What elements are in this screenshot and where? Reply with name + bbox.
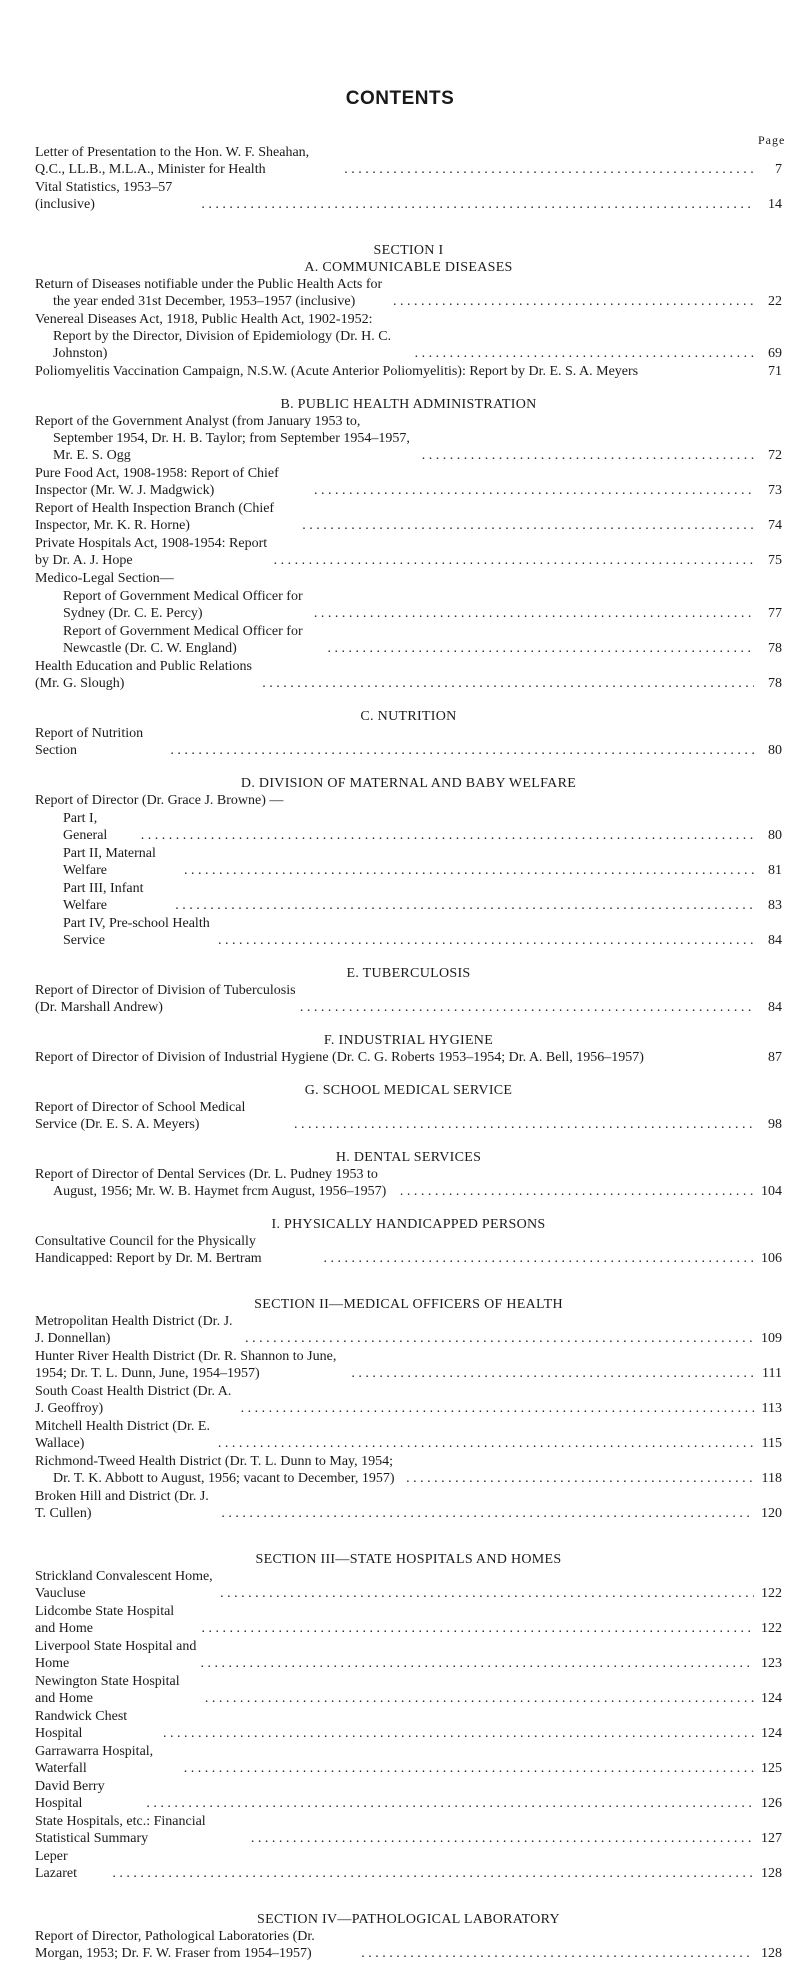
leader-dots bbox=[184, 1760, 754, 1777]
subsection-heading: E. TUBERCULOSIS bbox=[346, 966, 471, 981]
toc-entry bbox=[35, 500, 782, 534]
subsection-heading: A. COMMUNICABLE DISEASES bbox=[304, 260, 513, 275]
toc-entry bbox=[35, 1778, 782, 1812]
leader-dots bbox=[112, 1865, 754, 1882]
leader-dots bbox=[251, 1830, 754, 1847]
leader-dots bbox=[406, 1470, 754, 1487]
toc-entry bbox=[35, 1743, 782, 1777]
toc-entry bbox=[35, 363, 782, 380]
toc-entry bbox=[35, 1638, 782, 1672]
toc-entry-page: 78 bbox=[768, 641, 782, 656]
leader-dots bbox=[302, 517, 754, 534]
leader-dots bbox=[314, 605, 754, 622]
leader-dots bbox=[170, 742, 754, 759]
toc-entry bbox=[35, 845, 782, 879]
toc-entry-label: Report of Director of Division of Tuberculosis (Dr. Marshall Andrew) bbox=[35, 983, 296, 1015]
toc-entry bbox=[35, 1813, 782, 1847]
toc-entry-label: Richmond-Tweed Health District (Dr. T. L. Dunn to May, 1954; Dr. T. K. Abbott to August, 1956; vacant to December, 1957) bbox=[35, 1454, 395, 1486]
toc-entry-label: Leper Lazaret bbox=[35, 1849, 77, 1881]
section-heading: SECTION I bbox=[373, 243, 444, 258]
toc-entry-label: State Hospitals, etc.: Financial Statistical Summary bbox=[35, 1814, 206, 1846]
toc-entry bbox=[35, 1099, 782, 1133]
toc-entry-label: Return of Diseases notifiable under the Public Health Acts for the year ended 31st December, 1953–1957 (inclusive) bbox=[35, 277, 383, 309]
toc-entry-label: Report of Director of Dental Services (Dr. L. Pudney 1953 to August, 1956; Mr. W. B. Haymet frcm August, 1956–1957) bbox=[35, 1167, 387, 1199]
page-column-header: Page bbox=[758, 133, 786, 147]
toc-entry-page: 118 bbox=[761, 1471, 782, 1486]
leader-dots bbox=[274, 552, 754, 569]
leader-dots bbox=[422, 447, 754, 464]
leader-dots bbox=[201, 196, 754, 213]
leader-dots bbox=[241, 1400, 754, 1417]
toc-entry-label: Strickland Convalescent Home, Vaucluse bbox=[35, 1569, 213, 1601]
subsection-heading: B. PUBLIC HEALTH ADMINISTRATION bbox=[280, 397, 537, 412]
toc-entry-page: 128 bbox=[761, 1946, 782, 1961]
toc-entry-label: Report of Director of School Medical Service (Dr. E. S. A. Meyers) bbox=[35, 1100, 246, 1132]
toc-entry-label: Metropolitan Health District (Dr. J. J. Donnellan) bbox=[35, 1314, 233, 1346]
leader-dots bbox=[351, 1365, 754, 1382]
toc-entry-label: Consultative Council for the Physically Handicapped: Report by Dr. M. Bertram bbox=[35, 1234, 262, 1266]
page-title: CONTENTS bbox=[345, 88, 455, 109]
leader-dots bbox=[361, 1945, 754, 1962]
leader-dots bbox=[163, 1725, 754, 1742]
toc-entry bbox=[35, 725, 782, 759]
subsection-heading: F. INDUSTRIAL HYGIENE bbox=[323, 1033, 494, 1048]
toc-entry-label: Venereal Diseases Act, 1918, Public Health Act, 1902-1952: Report by the Director, Division of Epidemiology (Dr. H. C. Johnston) bbox=[35, 312, 392, 361]
toc-entry-label: Part II, Maternal Welfare bbox=[63, 846, 156, 878]
toc-entry-page: 69 bbox=[768, 346, 782, 361]
toc-entry-page: 87 bbox=[768, 1050, 782, 1065]
leader-dots bbox=[220, 1585, 754, 1602]
toc-entry-label: David Berry Hospital bbox=[35, 1779, 105, 1811]
toc-entry-page: 124 bbox=[761, 1726, 782, 1741]
subsection-heading: H. DENTAL SERVICES bbox=[335, 1150, 482, 1165]
toc-entry-page: 128 bbox=[761, 1866, 782, 1881]
toc-entry bbox=[35, 276, 782, 310]
leader-dots bbox=[415, 345, 754, 362]
toc-entry-page: 78 bbox=[768, 676, 782, 691]
toc-entry-page: 77 bbox=[768, 606, 782, 621]
toc-entry-page: 74 bbox=[768, 518, 782, 533]
toc-entry-label: Poliomyelitis Vaccination Campaign, N.S.W. (Acute Anterior Poliomyelitis): Report by Dr. E. S. A. Meyers bbox=[35, 364, 639, 379]
toc-entry-label: Garrawarra Hospital, Waterfall bbox=[35, 1744, 154, 1776]
leader-dots bbox=[314, 482, 754, 499]
toc-entry-label: Randwick Chest Hospital bbox=[35, 1709, 128, 1741]
toc-entry-page: 111 bbox=[762, 1366, 782, 1381]
toc-entry-label: Hunter River Health District (Dr. R. Shannon to June, 1954; Dr. T. L. Dunn, June, 1954–1957) bbox=[35, 1349, 337, 1381]
section-heading: SECTION III—STATE HOSPITALS AND HOMES bbox=[255, 1552, 562, 1567]
section-heading: SECTION IV—PATHOLOGICAL LABORATORY bbox=[257, 1912, 560, 1927]
leader-dots bbox=[400, 1183, 754, 1200]
toc-entry-page: 122 bbox=[761, 1586, 782, 1601]
toc-entry bbox=[35, 982, 782, 1016]
leader-dots bbox=[146, 1795, 754, 1812]
toc-entry-page: 124 bbox=[761, 1691, 782, 1706]
toc-entry-page: 109 bbox=[761, 1331, 782, 1346]
toc-entry-label: Part IV, Pre-school Health Service bbox=[63, 916, 210, 948]
toc-entry-label: Health Education and Public Relations (Mr. G. Slough) bbox=[35, 659, 252, 691]
toc-entry bbox=[35, 792, 782, 809]
leader-dots bbox=[262, 675, 754, 692]
toc-entry-page: 127 bbox=[761, 1831, 782, 1846]
toc-entry bbox=[35, 588, 782, 622]
leader-dots bbox=[141, 827, 754, 844]
toc-entry-page: 125 bbox=[761, 1761, 782, 1776]
toc-entry bbox=[35, 144, 782, 178]
toc-entry bbox=[35, 535, 782, 569]
toc-entry-page: 123 bbox=[761, 1656, 782, 1671]
toc-entry-label: Liverpool State Hospital and Home bbox=[35, 1639, 197, 1671]
toc-entry-label: Lidcombe State Hospital and Home bbox=[35, 1604, 175, 1636]
toc-entry-page: 75 bbox=[768, 553, 782, 568]
toc-entry-label: Report of Government Medical Officer for Newcastle (Dr. C. W. England) bbox=[63, 624, 303, 656]
toc-entry-label: Broken Hill and District (Dr. J. T. Cullen) bbox=[35, 1489, 209, 1521]
toc-entry bbox=[35, 1453, 782, 1487]
toc-entry-label: Report of the Government Analyst (from January 1953 to, September 1954, Dr. H. B. Taylor; from September 1954–1957, Mr. E. S. Ogg bbox=[35, 414, 410, 463]
leader-dots bbox=[205, 1690, 754, 1707]
section-heading: SECTION II—MEDICAL OFFICERS OF HEALTH bbox=[254, 1297, 563, 1312]
subsection-heading: I. PHYSICALLY HANDICAPPED PERSONS bbox=[271, 1217, 546, 1232]
toc-entry-page: 84 bbox=[768, 933, 782, 948]
toc-entry-label: Report of Director of Division of Industrial Hygiene (Dr. C. G. Roberts 1953–1954; Dr. A. Bell, 1956–1957) bbox=[35, 1050, 644, 1065]
leader-dots bbox=[218, 1435, 754, 1452]
toc-entry-label: Pure Food Act, 1908-1958: Report of Chief Inspector (Mr. W. J. Madgwick) bbox=[35, 466, 279, 498]
toc-entry-label: South Coast Health District (Dr. A. J. Geoffroy) bbox=[35, 1384, 232, 1416]
toc-entry-page: 22 bbox=[768, 294, 782, 309]
toc-entry bbox=[35, 1568, 782, 1602]
leader-dots bbox=[328, 640, 754, 657]
toc-entry-label: Report of Nutrition Section bbox=[35, 726, 144, 758]
toc-entry bbox=[35, 1848, 782, 1882]
leader-dots bbox=[200, 1655, 754, 1672]
leader-dots bbox=[175, 897, 754, 914]
toc-entry-label: Mitchell Health District (Dr. E. Wallace) bbox=[35, 1419, 210, 1451]
toc-entry-label: Report of Director, Pathological Laboratories (Dr. Morgan, 1953; Dr. F. W. Fraser from 1954–1957) bbox=[35, 1929, 315, 1961]
toc-entry bbox=[35, 311, 782, 362]
toc-entry-label: Private Hospitals Act, 1908-1954: Report by Dr. A. J. Hope bbox=[35, 536, 268, 568]
toc-entry-page: 84 bbox=[768, 1000, 782, 1015]
toc-entry bbox=[35, 1928, 782, 1962]
toc-entry bbox=[35, 1166, 782, 1200]
toc-entry bbox=[35, 1418, 782, 1452]
leader-dots bbox=[221, 1505, 754, 1522]
toc-entry bbox=[35, 1348, 782, 1382]
toc-entry-page: 122 bbox=[761, 1621, 782, 1636]
table-of-contents bbox=[35, 144, 782, 1963]
toc-entry-label: Part III, Infant Welfare bbox=[63, 881, 144, 913]
leader-dots bbox=[245, 1330, 754, 1347]
leader-dots bbox=[300, 999, 754, 1016]
toc-entry-page: 72 bbox=[768, 448, 782, 463]
toc-entry-page: 83 bbox=[768, 898, 782, 913]
subsection-heading: C. NUTRITION bbox=[360, 709, 457, 724]
subsection-heading: G. SCHOOL MEDICAL SERVICE bbox=[304, 1083, 513, 1098]
toc-entry-label: Medico-Legal Section— bbox=[35, 571, 174, 586]
toc-entry bbox=[35, 810, 782, 844]
toc-entry bbox=[35, 1049, 782, 1066]
leader-dots bbox=[218, 932, 754, 949]
toc-entry-page: 106 bbox=[761, 1251, 782, 1266]
toc-entry bbox=[35, 1673, 782, 1707]
toc-entry bbox=[35, 570, 782, 587]
toc-entry-page: 80 bbox=[768, 828, 782, 843]
toc-entry bbox=[35, 413, 782, 464]
toc-entry-page: 73 bbox=[768, 483, 782, 498]
toc-entry bbox=[35, 658, 782, 692]
toc-entry-label: Newington State Hospital and Home bbox=[35, 1674, 180, 1706]
toc-entry-page: 71 bbox=[768, 364, 782, 379]
toc-entry-page: 98 bbox=[768, 1117, 782, 1132]
toc-entry-label: Report of Government Medical Officer for Sydney (Dr. C. E. Percy) bbox=[63, 589, 303, 621]
toc-entry bbox=[35, 1488, 782, 1522]
leader-dots bbox=[294, 1116, 754, 1133]
toc-entry-page: 80 bbox=[768, 743, 782, 758]
toc-entry bbox=[35, 1603, 782, 1637]
toc-entry-page: 126 bbox=[761, 1796, 782, 1811]
toc-entry bbox=[35, 915, 782, 949]
toc-entry-page: 7 bbox=[775, 162, 782, 177]
toc-entry-page: 14 bbox=[768, 197, 782, 212]
toc-entry bbox=[35, 1708, 782, 1742]
leader-dots bbox=[201, 1620, 754, 1637]
leader-dots bbox=[324, 1250, 755, 1267]
toc-entry-label: Report of Director (Dr. Grace J. Browne) — bbox=[35, 793, 284, 808]
leader-dots bbox=[393, 293, 754, 310]
toc-entry bbox=[35, 1313, 782, 1347]
toc-entry-page: 81 bbox=[768, 863, 782, 878]
toc-entry-label: Part I, General bbox=[63, 811, 108, 843]
toc-entry-label: Letter of Presentation to the Hon. W. F. Sheahan, Q.C., LL.B., M.L.A., Minister for Health bbox=[35, 145, 310, 177]
toc-entry-page: 113 bbox=[761, 1401, 782, 1416]
subsection-heading: D. DIVISION OF MATERNAL AND BABY WELFARE bbox=[240, 776, 577, 791]
toc-entry-page: 115 bbox=[761, 1436, 782, 1451]
toc-entry-page: 104 bbox=[761, 1184, 782, 1199]
toc-entry-page: 120 bbox=[761, 1506, 782, 1521]
toc-entry bbox=[35, 1233, 782, 1267]
leader-dots bbox=[184, 862, 754, 879]
toc-entry bbox=[35, 623, 782, 657]
toc-entry bbox=[35, 465, 782, 499]
leader-dots bbox=[344, 161, 754, 178]
toc-entry bbox=[35, 179, 782, 213]
toc-entry bbox=[35, 1383, 782, 1417]
toc-entry-label: Report of Health Inspection Branch (Chief Inspector, Mr. K. R. Horne) bbox=[35, 501, 275, 533]
toc-entry-label: Vital Statistics, 1953–57 (inclusive) bbox=[35, 180, 173, 212]
toc-entry bbox=[35, 880, 782, 914]
